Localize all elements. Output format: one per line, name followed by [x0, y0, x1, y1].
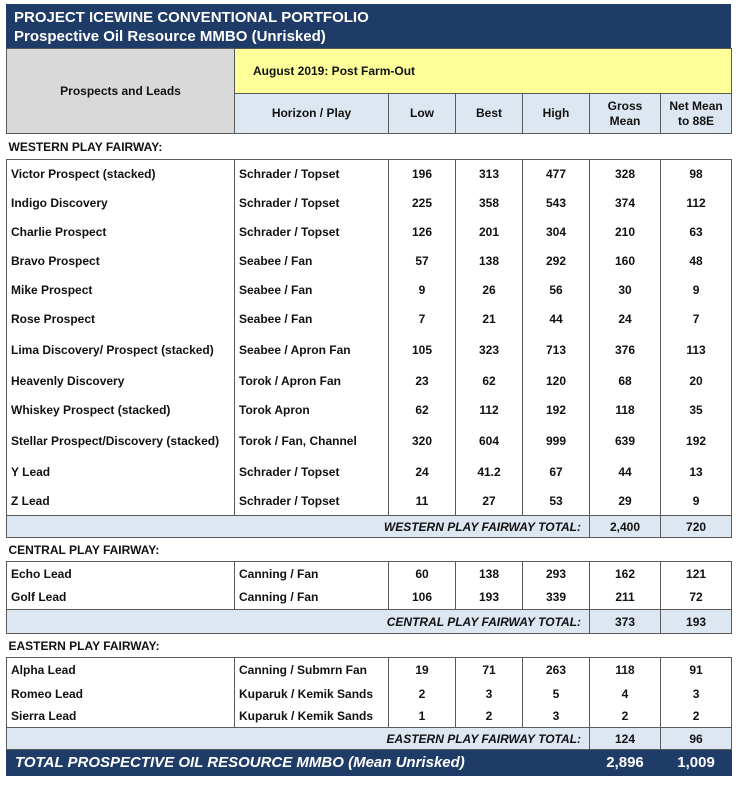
low-value: 105: [389, 334, 456, 366]
high-value: 3: [523, 706, 590, 728]
best-value: 313: [456, 160, 523, 189]
best-value: 27: [456, 487, 523, 516]
low-value: 62: [389, 396, 456, 424]
best-value: 193: [456, 586, 523, 610]
high-value: 263: [523, 658, 590, 682]
horizon-play: Torok / Fan, Channel: [235, 424, 389, 458]
best-value: 112: [456, 396, 523, 424]
resource-table-body: [7, 49, 732, 776]
net-mean-value: 7: [661, 305, 732, 334]
grand-total-row: [7, 750, 732, 776]
horizon-play: Schrader / Topset: [235, 487, 389, 516]
col-net-mean: Net Mean to 88E: [661, 94, 732, 134]
low-value: 23: [389, 366, 456, 396]
central-section-row: [7, 538, 732, 562]
low-value: 7: [389, 305, 456, 334]
high-value: 339: [523, 586, 590, 610]
horizon-play: Torok Apron: [235, 396, 389, 424]
prospect-name: Indigo Discovery: [7, 189, 235, 218]
best-value: 201: [456, 218, 523, 247]
grand-total-gross: 2,896: [590, 750, 661, 776]
horizon-play: Canning / Submrn Fan: [235, 658, 389, 682]
central-total-row: [7, 610, 732, 634]
gross-mean-value: 68: [590, 366, 661, 396]
low-value: 24: [389, 458, 456, 487]
best-value: 358: [456, 189, 523, 218]
table-row: [7, 366, 732, 396]
horizon-play: Seabee / Fan: [235, 305, 389, 334]
gross-mean-value: 29: [590, 487, 661, 516]
net-mean-value: 9: [661, 276, 732, 305]
low-value: 2: [389, 682, 456, 706]
high-value: 67: [523, 458, 590, 487]
prospect-name: Whiskey Prospect (stacked): [7, 396, 235, 424]
title-line-1: PROJECT ICEWINE CONVENTIONAL PORTFOLIO: [14, 9, 369, 26]
best-value: 604: [456, 424, 523, 458]
high-value: 292: [523, 247, 590, 276]
best-value: 71: [456, 658, 523, 682]
net-mean-value: 192: [661, 424, 732, 458]
prospects-leads-header: Prospects and Leads: [7, 49, 235, 134]
best-value: 2: [456, 706, 523, 728]
table-row: [7, 458, 732, 487]
gross-mean-value: 374: [590, 189, 661, 218]
prospect-name: Echo Lead: [7, 562, 235, 586]
high-value: 56: [523, 276, 590, 305]
prospect-name: Alpha Lead: [7, 658, 235, 682]
prospect-name: Bravo Prospect: [7, 247, 235, 276]
resource-table-panel: [6, 4, 731, 776]
high-value: 543: [523, 189, 590, 218]
title-line-2: Prospective Oil Resource MMBO (Unrisked): [14, 28, 326, 45]
col-high: High: [523, 94, 590, 134]
high-value: 53: [523, 487, 590, 516]
eastern-total-gross: 124: [590, 728, 661, 750]
western-section-row: [7, 134, 732, 160]
central-total-net: 193: [661, 610, 732, 634]
gross-mean-value: 376: [590, 334, 661, 366]
prospect-name: Stellar Prospect/Discovery (stacked): [7, 424, 235, 458]
table-row: [7, 396, 732, 424]
central-total-gross: 373: [590, 610, 661, 634]
prospect-name: Z Lead: [7, 487, 235, 516]
low-value: 57: [389, 247, 456, 276]
horizon-play: Canning / Fan: [235, 562, 389, 586]
prospect-name: Y Lead: [7, 458, 235, 487]
table-row: [7, 305, 732, 334]
net-mean-value: 72: [661, 586, 732, 610]
table-row: [7, 247, 732, 276]
table-row: [7, 562, 732, 586]
table-row: [7, 487, 732, 516]
gross-mean-value: 118: [590, 658, 661, 682]
horizon-play: Seabee / Fan: [235, 247, 389, 276]
high-value: 713: [523, 334, 590, 366]
horizon-play: Kuparuk / Kemik Sands: [235, 682, 389, 706]
net-mean-value: 48: [661, 247, 732, 276]
table-row: [7, 189, 732, 218]
table-row: [7, 682, 732, 706]
low-value: 106: [389, 586, 456, 610]
best-value: 41.2: [456, 458, 523, 487]
prospect-name: Mike Prospect: [7, 276, 235, 305]
best-value: 62: [456, 366, 523, 396]
high-value: 477: [523, 160, 590, 189]
western-total-label: WESTERN PLAY FAIRWAY TOTAL:: [7, 516, 590, 538]
gross-mean-value: 328: [590, 160, 661, 189]
prospect-name: Lima Discovery/ Prospect (stacked): [7, 334, 235, 366]
low-value: 320: [389, 424, 456, 458]
best-value: 26: [456, 276, 523, 305]
table-row: [7, 276, 732, 305]
net-mean-value: 3: [661, 682, 732, 706]
resource-table: [6, 48, 732, 776]
low-value: 126: [389, 218, 456, 247]
high-value: 293: [523, 562, 590, 586]
table-row: [7, 160, 732, 189]
title-header: [6, 4, 731, 48]
high-value: 304: [523, 218, 590, 247]
prospect-name: Sierra Lead: [7, 706, 235, 728]
net-mean-value: 98: [661, 160, 732, 189]
gross-mean-value: 118: [590, 396, 661, 424]
table-row: [7, 658, 732, 682]
eastern-total-net: 96: [661, 728, 732, 750]
eastern-section-label: EASTERN PLAY FAIRWAY:: [7, 634, 732, 658]
prospect-name: Romeo Lead: [7, 682, 235, 706]
eastern-section-row: [7, 634, 732, 658]
low-value: 196: [389, 160, 456, 189]
central-total-label: CENTRAL PLAY FAIRWAY TOTAL:: [7, 610, 590, 634]
gross-mean-value: 160: [590, 247, 661, 276]
col-low: Low: [389, 94, 456, 134]
gross-mean-value: 4: [590, 682, 661, 706]
horizon-play: Schrader / Topset: [235, 218, 389, 247]
table-row: [7, 218, 732, 247]
best-value: 323: [456, 334, 523, 366]
net-mean-value: 35: [661, 396, 732, 424]
horizon-play: Schrader / Topset: [235, 189, 389, 218]
net-mean-value: 20: [661, 366, 732, 396]
high-value: 192: [523, 396, 590, 424]
high-value: 120: [523, 366, 590, 396]
table-row: [7, 334, 732, 366]
high-value: 999: [523, 424, 590, 458]
col-best: Best: [456, 94, 523, 134]
low-value: 19: [389, 658, 456, 682]
table-row: [7, 424, 732, 458]
table-row: [7, 706, 732, 728]
prospect-name: Heavenly Discovery: [7, 366, 235, 396]
eastern-total-row: [7, 728, 732, 750]
horizon-play: Canning / Fan: [235, 586, 389, 610]
central-section-label: CENTRAL PLAY FAIRWAY:: [7, 538, 732, 562]
net-mean-value: 121: [661, 562, 732, 586]
horizon-play: Seabee / Fan: [235, 276, 389, 305]
grand-total-label: TOTAL PROSPECTIVE OIL RESOURCE MMBO (Mean Unrisked): [7, 750, 590, 776]
high-value: 5: [523, 682, 590, 706]
horizon-play: Schrader / Topset: [235, 160, 389, 189]
net-mean-value: 2: [661, 706, 732, 728]
high-value: 44: [523, 305, 590, 334]
gross-mean-value: 211: [590, 586, 661, 610]
low-value: 60: [389, 562, 456, 586]
gross-mean-value: 30: [590, 276, 661, 305]
low-value: 11: [389, 487, 456, 516]
gross-mean-value: 44: [590, 458, 661, 487]
period-header: August 2019: Post Farm-Out: [235, 49, 732, 94]
col-gross-mean: Gross Mean: [590, 94, 661, 134]
horizon-play: Schrader / Topset: [235, 458, 389, 487]
western-section-label: WESTERN PLAY FAIRWAY:: [7, 134, 732, 160]
western-total-gross: 2,400: [590, 516, 661, 538]
net-mean-value: 112: [661, 189, 732, 218]
net-mean-value: 63: [661, 218, 732, 247]
horizon-play: Kuparuk / Kemik Sands: [235, 706, 389, 728]
gross-mean-value: 210: [590, 218, 661, 247]
prospect-name: Golf Lead: [7, 586, 235, 610]
gross-mean-value: 2: [590, 706, 661, 728]
best-value: 3: [456, 682, 523, 706]
best-value: 21: [456, 305, 523, 334]
table-row: [7, 586, 732, 610]
low-value: 225: [389, 189, 456, 218]
low-value: 9: [389, 276, 456, 305]
prospect-name: Charlie Prospect: [7, 218, 235, 247]
net-mean-value: 13: [661, 458, 732, 487]
grand-total-net: 1,009: [661, 750, 732, 776]
prospect-name: Victor Prospect (stacked): [7, 160, 235, 189]
western-total-net: 720: [661, 516, 732, 538]
net-mean-value: 9: [661, 487, 732, 516]
net-mean-value: 91: [661, 658, 732, 682]
gross-mean-value: 639: [590, 424, 661, 458]
horizon-play: Seabee / Apron Fan: [235, 334, 389, 366]
best-value: 138: [456, 247, 523, 276]
horizon-play: Torok / Apron Fan: [235, 366, 389, 396]
low-value: 1: [389, 706, 456, 728]
net-mean-value: 113: [661, 334, 732, 366]
col-horizon: Horizon / Play: [235, 94, 389, 134]
eastern-total-label: EASTERN PLAY FAIRWAY TOTAL:: [7, 728, 590, 750]
prospect-name: Rose Prospect: [7, 305, 235, 334]
gross-mean-value: 24: [590, 305, 661, 334]
best-value: 138: [456, 562, 523, 586]
western-total-row: [7, 516, 732, 538]
gross-mean-value: 162: [590, 562, 661, 586]
